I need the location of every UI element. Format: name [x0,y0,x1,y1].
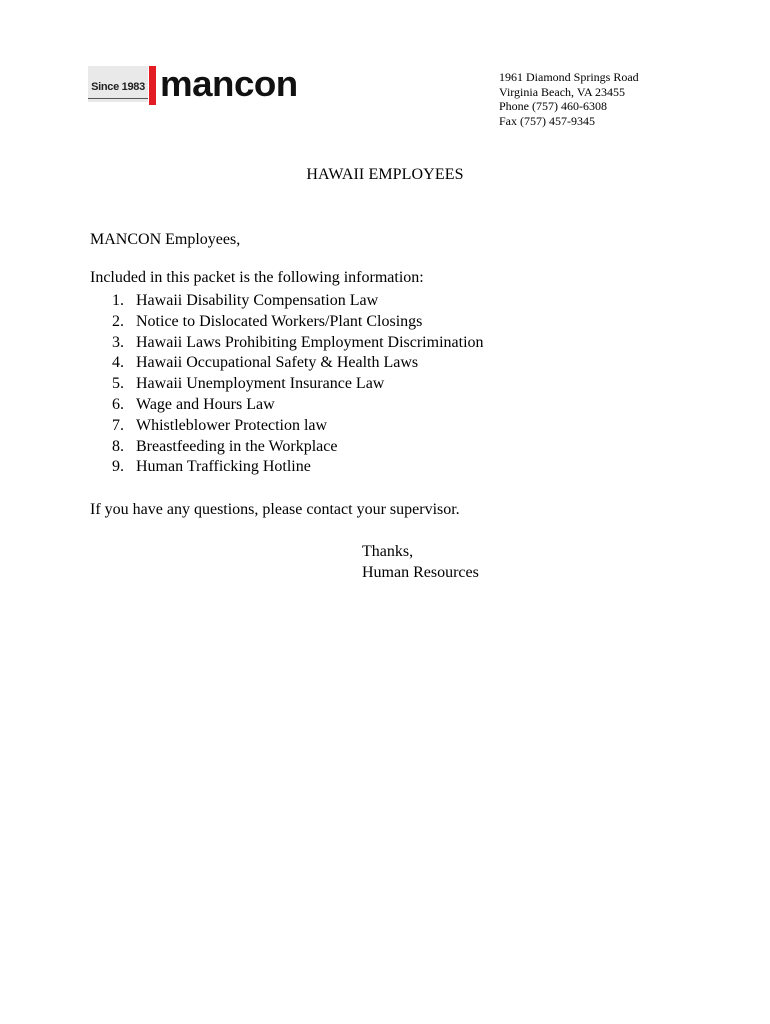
list-item-text: Hawaii Disability Compensation Law [136,292,379,309]
thanks-line: Thanks, [362,543,414,560]
address-street: 1961 Diamond Springs Road [499,70,639,84]
list-item [90,353,484,374]
logo-rule [88,98,148,99]
salutation: MANCON Employees, [90,231,241,248]
list-item-number: 3. [112,333,124,351]
logo-since-text: Since 1983 [91,81,145,93]
address-phone: Phone (757) 460-6308 [499,99,607,114]
signature-line: Human Resources [362,563,479,581]
list-item-text: Breastfeeding in the Workplace [136,437,338,455]
list-item-text: Wage and Hours Law [136,395,275,413]
list-item [90,333,484,354]
list-item [90,312,484,333]
signoff-block [362,542,479,584]
list-item [90,416,484,437]
list-item-number: 8. [112,437,124,455]
list-item-text: Whistleblower Protection law [136,416,328,434]
packet-contents-list [90,291,484,478]
list-item [90,437,484,458]
list-item [90,291,484,312]
list-item [90,395,484,416]
letter-title: HAWAII EMPLOYEES [306,166,464,183]
list-item-number: 9. [112,458,124,476]
list-item-number: 2. [112,312,124,330]
list-item [90,374,484,395]
closing-paragraph: If you have any questions, please contact your supervisor. [90,501,460,518]
list-item-text: Human Trafficking Hotline [136,458,311,476]
list-item-text: Hawaii Unemployment Insurance Law [136,375,385,393]
logo-wordmark: mancon [160,63,298,104]
address-fax: Fax (757) 457-9345 [499,113,595,128]
company-logo [88,63,340,106]
list-item-text: Notice to Dislocated Workers/Plant Closings [136,312,423,330]
list-item-number: 4. [112,354,124,372]
list-item-number: 1. [112,292,124,309]
intro-paragraph: Included in this packet is the following information: [90,269,424,286]
list-item-number: 7. [112,416,124,434]
list-item-number: 5. [112,375,124,393]
list-item [90,457,484,478]
logo-accent-bar [149,66,156,105]
list-item-text: Hawaii Laws Prohibiting Employment Discrimination [136,333,484,351]
company-address [499,70,639,128]
list-item-number: 6. [112,395,124,413]
address-city: Virginia Beach, VA 23455 [499,84,625,99]
list-item-text: Hawaii Occupational Safety & Health Laws [136,354,419,372]
letter-title-row [0,166,770,184]
